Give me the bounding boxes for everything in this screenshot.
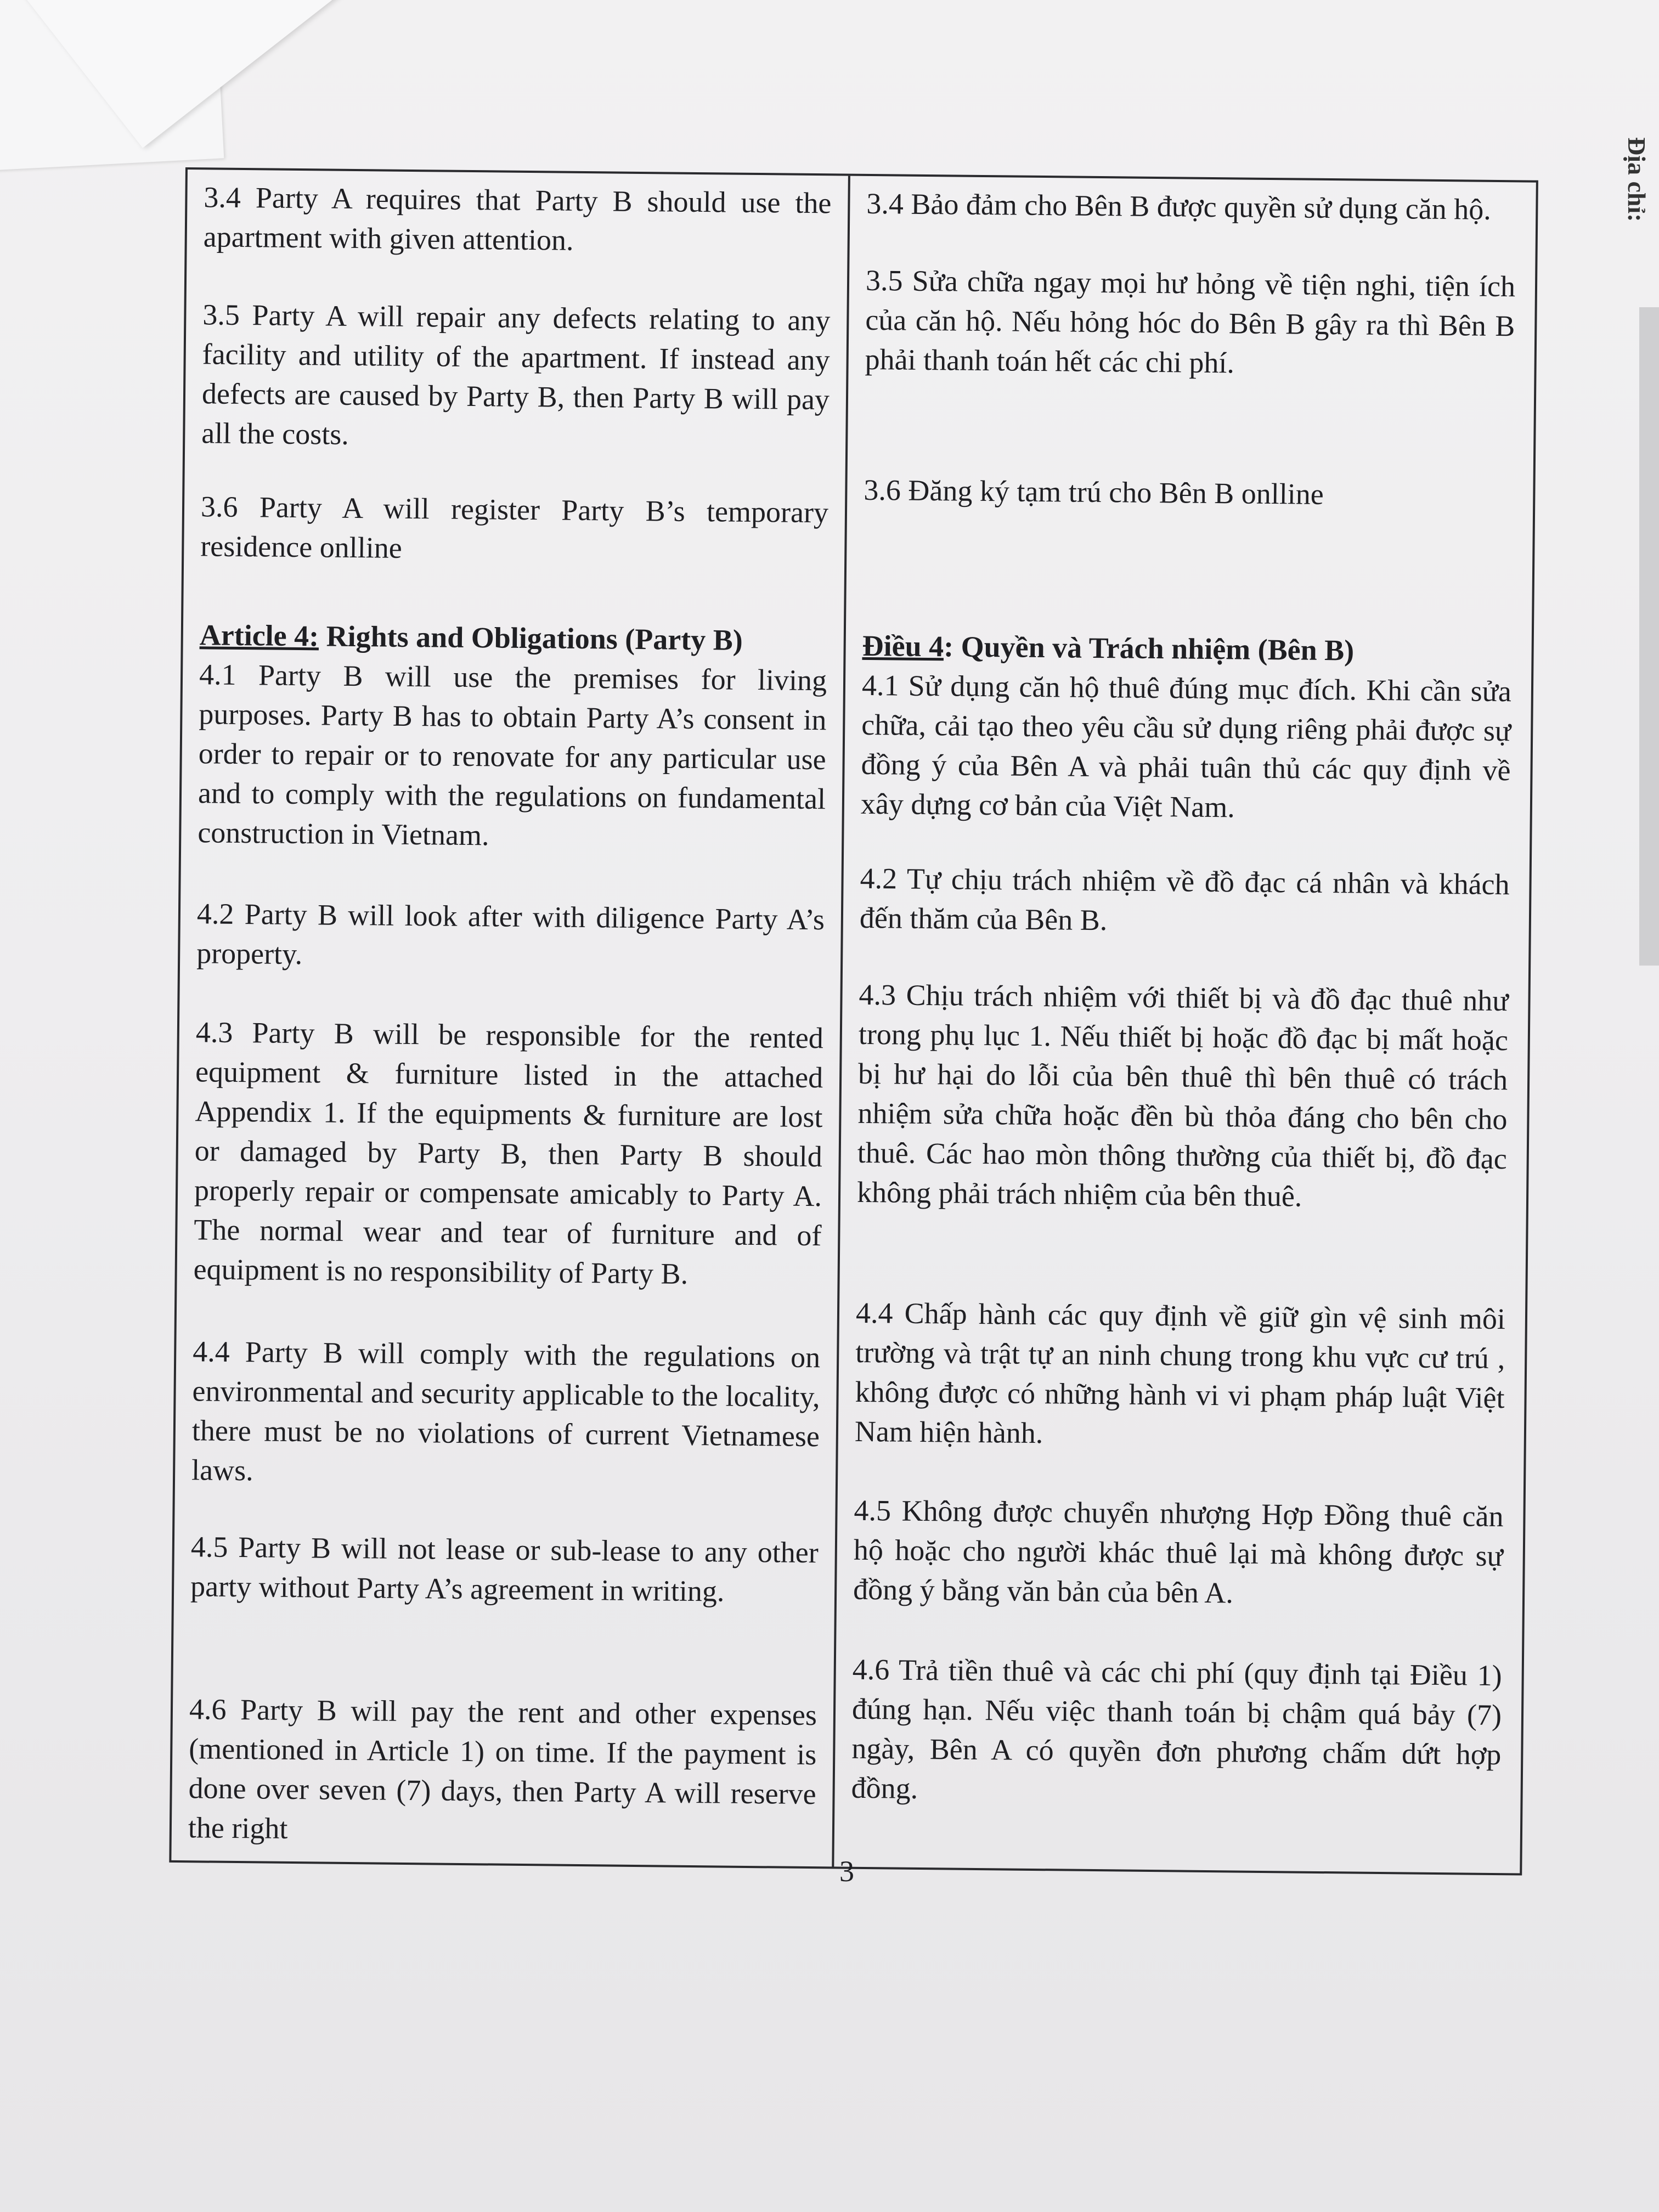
en-clause-4-6: 4.6 Party B will pay the rent and other expenses (mentioned in Article 1) on time. If the payment is done over seven (7) days, then Party A will reserve the right: [188, 1692, 817, 1845]
en-clause-4-5: 4.5 Party B will not lease or sub-lease to any other party without Party A’s agreement in writing.: [190, 1530, 819, 1608]
vi-clause-3-5: 3.5 Sửa chữa ngay mọi hư hỏng về tiện nghi, tiện ích của căn hộ. Nếu hỏng hóc do Bên B gây ra thì Bên B phải thanh toán hết các chi phí.: [865, 263, 1516, 380]
adjacent-page-edge: [1639, 307, 1659, 966]
en-article-4-label: Article 4:: [199, 618, 319, 653]
vi-clause-4-6: 4.6 Trả tiền thuê và các chi phí (quy định tại Điều 1) đúng hạn. Nếu việc thanh toán bị chậm quá bảy (7) ngày, Bên A có quyền đơn phương chấm dứt hợp đồng.: [851, 1652, 1503, 1805]
en-article-4-title: Rights and Obligations (Party B): [318, 619, 743, 657]
vi-article-4-title: : Quyền và Trách nhiệm (Bên B): [943, 630, 1355, 667]
vi-clause-3-6: 3.6 Đăng ký tạm trú cho Bên B onlline: [864, 473, 1324, 511]
vi-clause-4-2: 4.2 Tự chịu trách nhiệm về đồ đạc cá nhân và khách đến thăm của Bên B.: [859, 861, 1510, 937]
vi-clause-3-4: 3.4 Bảo đảm cho Bên B được quyền sử dụng căn hộ.: [866, 187, 1492, 226]
en-clause-4-2: 4.2 Party B will look after with diligence Party A’s property.: [196, 897, 825, 971]
vi-clause-4-1: 4.1 Sử dụng căn hộ thuê đúng mục đích. Khi cần sửa chữa, cải tạo theo yêu cầu sử dụng riêng phải được sự đồng ý của Bên A và phải tuân thủ các quy định về xây dựng cơ bản của Việt Nam.: [860, 668, 1512, 824]
column-divider: [832, 176, 850, 1867]
vi-article-4-heading: [862, 626, 1512, 672]
vi-clause-4-4: 4.4 Chấp hành các quy định về giữ gìn vệ sinh môi trường và trật tự an ninh chung trong khu vực cư trú , không được có những hành vi vi phạm pháp luật Việt Nam hiện hành.: [854, 1296, 1506, 1450]
en-clause-3-6: 3.6 Party A will register Party B’s temporary residence onlline: [200, 490, 829, 565]
en-clause-3-5: 3.5 Party A will repair any defects relating to any facility and utility of the apartment. If instead any defects are caused by Party B, then Party B will pay all the costs.: [201, 298, 831, 451]
page-number: 3: [839, 1855, 854, 1888]
en-clause-3-4: 3.4 Party A requires that Party B should use the apartment with given attention.: [203, 180, 832, 257]
en-article-4-heading: [199, 615, 827, 661]
vi-clause-4-5: 4.5 Không được chuyển nhượng Hợp Đồng thuê căn hộ hoặc cho người khác thuê lại mà không được sự đồng ý bằng văn bản của bên A.: [853, 1493, 1504, 1610]
vi-article-4-label: Điều 4: [862, 629, 944, 663]
en-clause-4-4: 4.4 Party B will comply with the regulations on environmental and security applicable to the locality, there must be no violations of current Vietnamese laws.: [191, 1335, 821, 1487]
bilingual-contract-table: [169, 167, 1538, 1876]
margin-note-right: Địa chỉ:: [1623, 137, 1651, 222]
en-clause-4-1: 4.1 Party B will use the premises for living purposes. Party B has to obtain Party A’s consent in order to repair or to renovate for any particular use and to comply with the regulations on fundamental construction in Vietnam.: [198, 658, 827, 852]
vi-clause-4-3: 4.3 Chịu trách nhiệm với thiết bị và đồ đạc thuê như trong phụ lục 1. Nếu thiết bị hoặc đồ đạc bị mất hoặc bị hư hại do lỗi của bên thuê thì bên thuê có trách nhiệm sửa chữa hoặc đền bù thỏa đáng cho bên cho thuê. Các hao mòn thông thường của thiết bị, đồ đạc không phải trách nhiệm của bên thuê.: [856, 978, 1509, 1213]
en-clause-4-3: 4.3 Party B will be responsible for the rented equipment & furniture listed in the attached Appendix 1. If the equipments & furniture are lost or damaged by Party B, then Party B should properly repair or compensate amicably to Party A. The normal wear and tear of furniture and of equipment is no responsibility of Party B.: [193, 1015, 824, 1290]
